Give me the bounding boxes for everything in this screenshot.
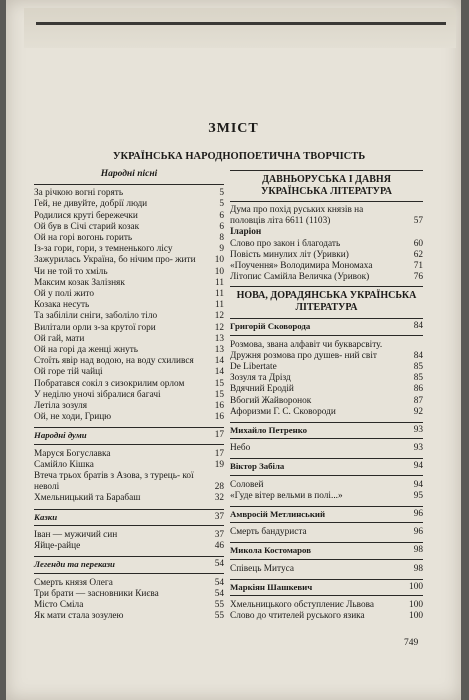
author-page: 84 xyxy=(413,321,423,332)
toc-entry xyxy=(34,578,224,589)
toc-entry xyxy=(34,471,224,493)
entry-title: Максим козак Залізняк xyxy=(34,277,125,288)
toc-entry xyxy=(230,239,423,250)
toc-entry xyxy=(34,244,224,255)
author-page: 96 xyxy=(413,509,423,520)
entry-title: Розмова, звана алфавіт чи букварсвіту. Дружня розмова про душев- ний світ xyxy=(230,339,383,361)
toc-entry xyxy=(34,493,224,504)
author-page: 98 xyxy=(413,545,423,556)
entry-title: Місто Сміла xyxy=(34,599,84,610)
entry-page: 100 xyxy=(409,600,423,611)
author-name: Амвросій Метлинський xyxy=(230,509,326,520)
entry-title: Ой був в Січі старий козак xyxy=(34,221,140,232)
toc-entry xyxy=(230,443,423,454)
group-heading: Казки xyxy=(34,511,58,522)
toc-entry xyxy=(230,340,423,362)
entry-page: 71 xyxy=(413,261,423,272)
author-name: Віктор Забіла xyxy=(230,461,285,472)
toc-entry xyxy=(34,356,224,367)
entry-page: 14 xyxy=(214,356,224,367)
entry-page: 11 xyxy=(215,289,224,300)
entry-title: Летіла зозуля xyxy=(34,401,88,412)
entry-page: 86 xyxy=(413,384,423,395)
toc-entry xyxy=(230,600,423,611)
entry-title: Соловей xyxy=(230,479,264,490)
entry-page: 87 xyxy=(413,395,423,406)
section-heading-ancient: ДАВНЬОРУСЬКА І ДАВНЯ УКРАЇНСЬКА ЛІТЕРАТУРА xyxy=(260,174,393,197)
entry-page: 16 xyxy=(214,401,224,412)
entry-title: Козака несуть xyxy=(34,300,90,311)
author-name: Маркіян Шашкевич xyxy=(230,581,313,592)
entry-title: У неділю уночі зібралися багачі xyxy=(34,389,161,400)
book-page xyxy=(6,0,461,700)
entry-page: 98 xyxy=(413,563,423,574)
entry-page: 55 xyxy=(214,599,224,610)
page-header-band xyxy=(24,8,456,48)
entry-page: 6 xyxy=(219,210,224,221)
toc-entry xyxy=(230,227,423,238)
entry-title: Хмельницький та Барабаш xyxy=(34,493,141,504)
toc-entry xyxy=(34,233,224,244)
entry-title: Як мати стала зозулею xyxy=(34,611,124,622)
entry-page: 92 xyxy=(413,406,423,417)
entry-page: 6 xyxy=(219,221,224,232)
entry-page: 93 xyxy=(413,443,423,454)
entry-page: 55 xyxy=(214,611,224,622)
author-page: 100 xyxy=(409,581,423,592)
entry-title: Ой на горі да женці жнуть xyxy=(34,345,139,356)
toc-entry xyxy=(34,589,224,600)
toc-entry xyxy=(34,460,224,471)
entry-title: Та забіліли сніги, заболіло тіло xyxy=(34,311,158,322)
entry-title: За річкою вогні горять xyxy=(34,188,124,199)
entry-title: Гей, не дивуйте, добрії люди xyxy=(34,199,148,210)
entry-page: 76 xyxy=(413,272,423,283)
toc-entry xyxy=(34,390,224,401)
toc-entry xyxy=(34,323,224,334)
entry-title: Ой горе тій чайці xyxy=(34,367,103,378)
toc-entry xyxy=(230,480,423,491)
entry-title: Повість минулих літ (Уривки) xyxy=(230,249,349,260)
entry-page: 15 xyxy=(214,378,224,389)
group-heading-box xyxy=(34,556,224,573)
divider xyxy=(230,286,423,287)
toc-entry xyxy=(34,379,224,390)
page-title: ЗМІСТ xyxy=(208,121,259,136)
group-heading-page: 37 xyxy=(214,511,224,522)
entry-title: Слово до чтителей руського язика xyxy=(230,611,365,622)
toc-entry xyxy=(34,412,224,423)
author-row xyxy=(230,509,423,520)
group-heading-row xyxy=(34,512,224,523)
entry-page: 12 xyxy=(214,322,224,333)
group-heading-box xyxy=(34,427,224,444)
toc-entry xyxy=(34,267,224,278)
author-box xyxy=(230,318,423,335)
toc-entry xyxy=(230,491,423,502)
toc-entry xyxy=(230,272,423,283)
toc-entry xyxy=(34,367,224,378)
entry-page: 62 xyxy=(413,249,423,260)
entry-title: Слово про закон і благодать xyxy=(230,238,341,249)
group-heading: Легенди та перекази xyxy=(34,559,115,570)
entry-title: Іван — мужичий син xyxy=(34,529,118,540)
right-column xyxy=(230,167,423,622)
entry-title: Самійло Кішка xyxy=(34,459,94,470)
entry-title: Вдячний Еродій xyxy=(230,384,294,395)
entry-page: 5 xyxy=(219,199,224,210)
toc-entry xyxy=(34,449,224,460)
author-box xyxy=(230,422,423,439)
entry-page: 17 xyxy=(214,448,224,459)
entry-title: Дума про похід руських князів на половців літа 6611 (1103) xyxy=(230,205,364,227)
toc-entry xyxy=(230,611,423,622)
entry-page: 14 xyxy=(214,367,224,378)
section-heading-new: НОВА, ДОРАДЯНСЬКА УКРАЇНСЬКА ЛІТЕРАТУРА xyxy=(236,290,417,314)
entry-page: 16 xyxy=(214,412,224,423)
entry-page: 8 xyxy=(219,233,224,244)
entry-page: 60 xyxy=(413,238,423,249)
entry-title: Маруся Богуславка xyxy=(34,448,111,459)
entry-title: Вилітали орли з-за крутої гори xyxy=(34,322,156,333)
group-heading: Народні думи xyxy=(34,430,87,441)
entry-page: 28 xyxy=(214,482,224,493)
author-box xyxy=(230,458,423,475)
toc-entry xyxy=(230,527,423,538)
toc-entry xyxy=(230,362,423,373)
entry-title: De Libertate xyxy=(230,362,277,373)
entry-page: 85 xyxy=(413,373,423,384)
entry-page: 11 xyxy=(215,300,224,311)
entry-title: Зажурилась Україна, бо нічим про- жити xyxy=(34,255,196,266)
toc-entry xyxy=(230,373,423,384)
author-name: Григорій Сковорода xyxy=(230,321,311,332)
author-row xyxy=(230,321,423,332)
section-heading-folk: УКРАЇНСЬКА НАРОДНОПОЕТИЧНА ТВОРЧІСТЬ xyxy=(112,151,366,162)
divider xyxy=(34,184,224,185)
toc-entry xyxy=(34,289,224,300)
entry-title: Яйце-райце xyxy=(34,541,81,552)
entry-title: Ой, не ходи, Грицю xyxy=(34,412,112,423)
toc-entry xyxy=(34,278,224,289)
group-heading-row xyxy=(34,559,224,570)
author-page: 94 xyxy=(413,461,423,472)
entry-page: 11 xyxy=(215,277,224,288)
author-row xyxy=(230,461,423,472)
entry-page: 13 xyxy=(214,333,224,344)
toc-entry xyxy=(34,334,224,345)
toc-entry xyxy=(230,205,423,227)
toc-entry xyxy=(34,311,224,322)
entry-title: Зозуля та Дрізд xyxy=(230,373,291,384)
entry-title: Афоризми Г. С. Сковороди xyxy=(230,406,336,417)
entry-title: Три брати — засновники Києва xyxy=(34,588,159,599)
entry-title: Побратався сокіл з сизокрилим орлом xyxy=(34,378,185,389)
entry-title: Співець Митуса xyxy=(230,563,294,574)
entry-title: Хмельницького обступлениє Львова xyxy=(230,600,375,611)
entry-title: Стоїть явір над водою, на воду схилився xyxy=(34,356,194,367)
entry-page: 96 xyxy=(413,527,423,538)
entry-title: Із-за гори, гори, з темненького лісу xyxy=(34,244,173,255)
entry-title: Ой гай, мати xyxy=(34,333,85,344)
toc-entry xyxy=(34,530,224,541)
entry-page: 9 xyxy=(219,244,224,255)
group-heading-page: 17 xyxy=(214,430,224,441)
entry-page: 10 xyxy=(214,255,224,266)
author-box xyxy=(230,542,423,559)
entry-title: Ой у полі жито xyxy=(34,289,95,300)
entry-page: 85 xyxy=(413,362,423,373)
author-name: Михайло Петренко xyxy=(230,425,308,436)
entry-page: 46 xyxy=(214,541,224,552)
toc-entry xyxy=(230,384,423,395)
entry-page: 94 xyxy=(413,479,423,490)
author-box xyxy=(230,579,423,596)
entry-page: 12 xyxy=(214,311,224,322)
entry-title: Чи не той то хміль xyxy=(34,266,108,277)
entry-title: «Гуде вітер вельми в полі...» xyxy=(230,490,343,501)
entry-title: Втеча трьох братів з Азова, з турець- кої неволі xyxy=(34,471,194,493)
entry-title: Вбогий Жайворонок xyxy=(230,395,312,406)
toc-entry xyxy=(34,255,224,266)
entry-page: 84 xyxy=(413,350,423,361)
entry-title: Іларіон xyxy=(230,227,262,238)
entry-page: 10 xyxy=(214,266,224,277)
entry-page: 5 xyxy=(219,188,224,199)
entry-page: 15 xyxy=(214,389,224,400)
toc-entry xyxy=(34,611,224,622)
toc-entry xyxy=(34,401,224,412)
toc-entry xyxy=(34,600,224,611)
author-row xyxy=(230,582,423,593)
left-column xyxy=(34,165,224,622)
toc-entry xyxy=(34,541,224,552)
entry-page: 13 xyxy=(214,345,224,356)
entry-title: Небо xyxy=(230,443,251,454)
author-box xyxy=(230,506,423,523)
entry-page: 54 xyxy=(214,577,224,588)
author-row xyxy=(230,425,423,436)
entry-page: 32 xyxy=(214,493,224,504)
entry-title: Смерть бандуриста xyxy=(230,527,307,538)
entry-page: 95 xyxy=(413,490,423,501)
toc-entry xyxy=(34,222,224,233)
group-heading-page: 54 xyxy=(214,559,224,570)
toc-entry xyxy=(34,300,224,311)
group-heading: Народні пісні xyxy=(100,169,158,179)
entry-page: 54 xyxy=(214,588,224,599)
author-row xyxy=(230,545,423,556)
toc-entry xyxy=(34,345,224,356)
entry-title: Літопис Самійла Величка (Уривок) xyxy=(230,272,370,283)
group-heading-box xyxy=(34,509,224,526)
entry-page: 100 xyxy=(409,611,423,622)
divider xyxy=(230,201,423,202)
toc-entry xyxy=(230,250,423,261)
entry-page: 57 xyxy=(413,216,423,227)
entry-title: Ой на горі вогонь горить xyxy=(34,233,133,244)
divider xyxy=(230,170,423,171)
toc-entry xyxy=(230,396,423,407)
entry-page: 19 xyxy=(214,459,224,470)
group-heading-row xyxy=(34,430,224,441)
toc-entry xyxy=(34,199,224,210)
entry-page: 37 xyxy=(214,529,224,540)
toc-entry xyxy=(34,188,224,199)
page-number: 749 xyxy=(404,638,419,648)
author-page: 93 xyxy=(413,425,423,436)
entry-title: «Поучення» Володимира Мономаха xyxy=(230,261,373,272)
entry-title: Смерть князя Олега xyxy=(34,577,113,588)
toc-entry xyxy=(34,211,224,222)
entry-title: Родилися круті бережечки xyxy=(34,210,138,221)
author-name: Микола Костомаров xyxy=(230,545,311,556)
toc-entry xyxy=(230,564,423,575)
toc-entry xyxy=(230,407,423,418)
toc-entry xyxy=(230,261,423,272)
header-rule xyxy=(36,22,446,25)
